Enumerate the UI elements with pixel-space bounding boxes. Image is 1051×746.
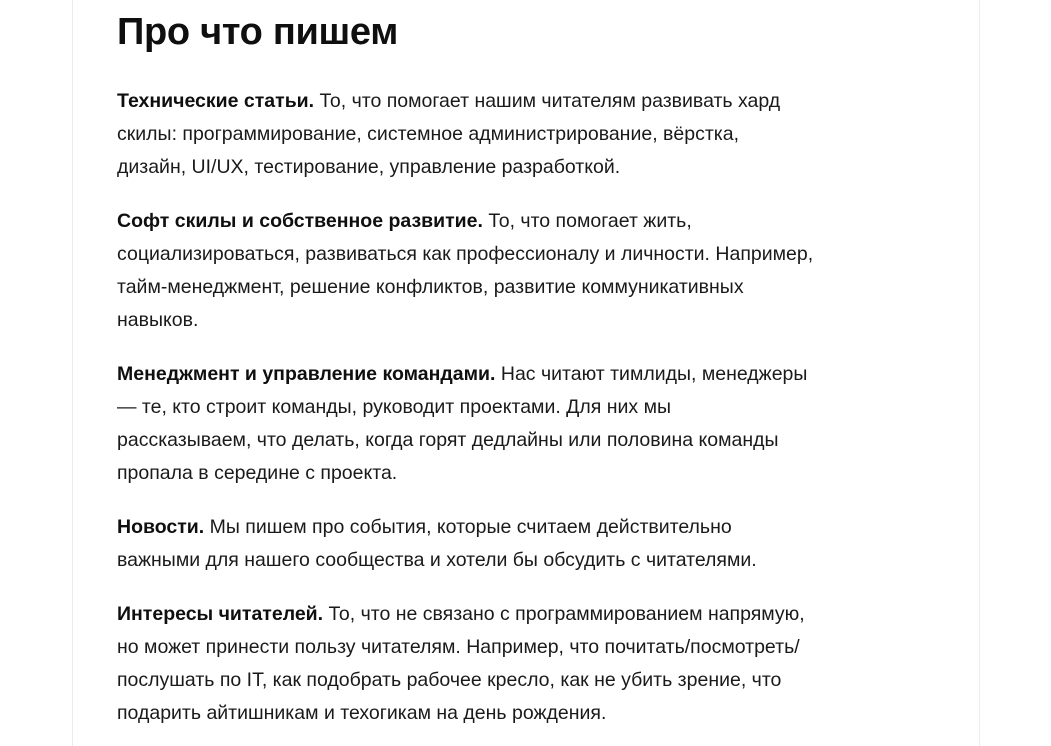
topic-title: Новости. [117, 516, 205, 538]
topic-text: Нас читают тимлиды, менеджеры [495, 363, 808, 385]
topic-text: пропала в середине с проекта. [117, 462, 398, 484]
topics-list [117, 85, 947, 746]
topic-text: То, что помогает нашим читателям развивать хард [314, 90, 781, 112]
topic-text: тайм-менеджмент, решение конфликтов, развитие коммуникативных [117, 276, 744, 298]
topic-technical [117, 85, 947, 184]
topic-text: важными для нашего сообщества и хотели бы обсудить с читателями. [117, 549, 757, 571]
topic-text: социализироваться, развиваться как профессионалу и личности. Например, [117, 243, 814, 265]
topic-text: подарить айтишникам и техогикам на день рождения. [117, 702, 607, 724]
topic-text: То, что помогает жить, [482, 210, 692, 232]
topic-management [117, 358, 947, 490]
topic-line [117, 205, 947, 238]
topic-title: Интересы читателей. [117, 603, 324, 625]
topic-text: навыков. [117, 309, 199, 331]
topic-line [117, 358, 947, 391]
topic-title: Технические статьи. [117, 90, 315, 112]
topic-text: Мы пишем про события, которые считаем действительно [204, 516, 732, 538]
topic-line [117, 85, 947, 118]
topic-text: дизайн, UI/UX, тестирование, управление разработкой. [117, 156, 621, 178]
topic-text: скилы: программирование, системное администрирование, вёрстка, [117, 123, 739, 145]
topic-line [117, 511, 947, 544]
topic-soft-skills [117, 205, 947, 337]
topic-news [117, 511, 947, 577]
topic-reader-interests [117, 598, 947, 730]
topic-title: Софт скилы и собственное развитие. [117, 210, 483, 232]
topic-line [117, 598, 947, 631]
topic-text: рассказываем, что делать, когда горят дедлайны или половина команды [117, 429, 779, 451]
topic-text: но может принести пользу читателям. Например, что почитать/посмотреть/ [117, 636, 800, 658]
topic-text: То, что не связано с программированием напрямую, [323, 603, 805, 625]
page-title: Про что пишем [117, 11, 399, 53]
topic-text: послушать по IT, как подобрать рабочее кресло, как не убить зрение, что [117, 669, 782, 691]
topic-text: — те, кто строит команды, руководит проектами. Для них мы [117, 396, 671, 418]
topic-title: Менеджмент и управление командами. [117, 363, 496, 385]
